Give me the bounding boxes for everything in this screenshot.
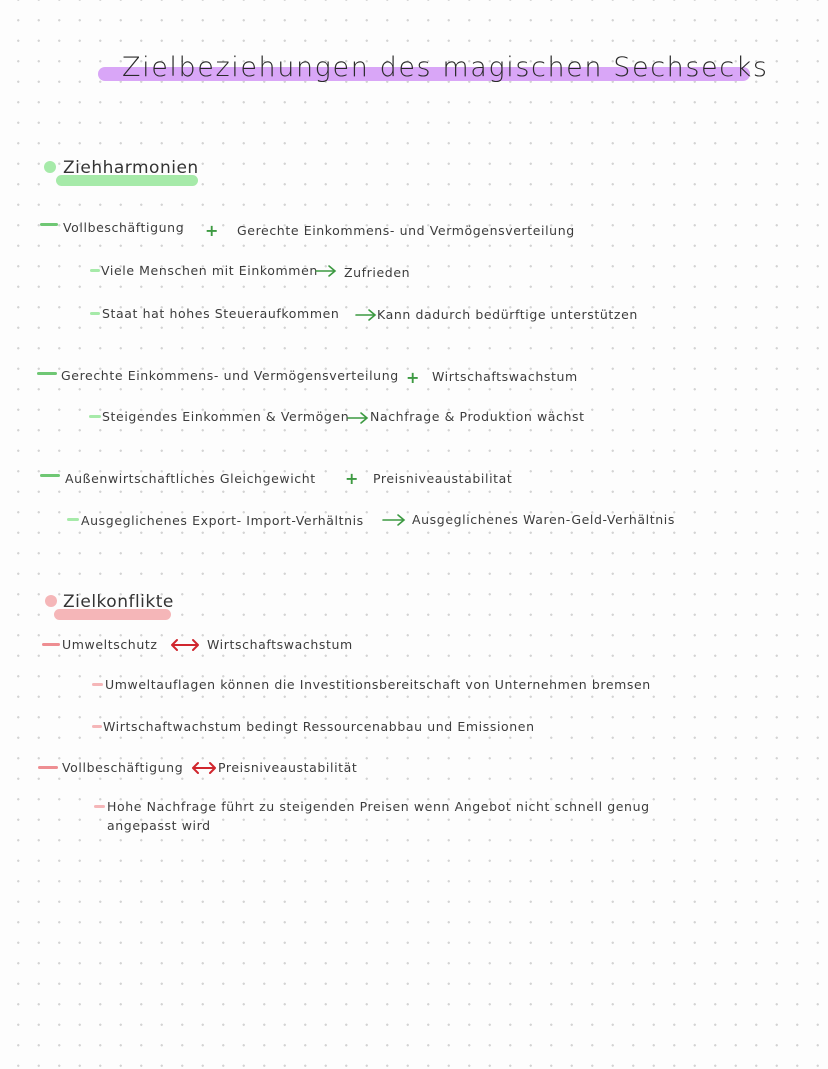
- green-arrow-icon: [382, 514, 406, 526]
- point-marker: [67, 518, 79, 521]
- red-double-arrow-icon: [190, 761, 218, 775]
- harmony-pair-2-plus: +: [406, 368, 420, 387]
- conflict-heading: Zielkonflikte: [63, 592, 174, 612]
- harmony-pair-1-point-2-effect: Kann dadurch bedürftige unterstützen: [377, 307, 638, 322]
- point-marker: [94, 805, 105, 808]
- conflict-pair-2-right: Preisniveaustabilität: [218, 760, 358, 775]
- conflict-pair-1-left: Umweltschutz: [62, 637, 158, 652]
- harmony-pair-3-point-1-effect: Ausgeglichenes Waren-Geld-Verhältnis: [412, 512, 675, 527]
- page-title: Zielbeziehungen des magischen Sechsecks: [122, 52, 769, 83]
- harmony-pair-marker: [40, 223, 58, 226]
- conflict-pair-2-point-1-continued: angepasst wird: [107, 818, 211, 833]
- harmony-pair-3-plus: +: [345, 469, 359, 488]
- harmony-pair-marker: [40, 474, 60, 477]
- harmony-pair-1-plus: +: [205, 221, 219, 240]
- harmony-pair-2-point-1-cause: Steigendes Einkommen & Vermögen: [102, 409, 350, 424]
- conflict-pair-2-left: Vollbeschäftigung: [62, 760, 184, 775]
- conflict-pair-2-point-1: Hohe Nachfrage führt zu steigenden Preisen wenn Angebot nicht schnell genug: [107, 799, 650, 814]
- harmony-pair-2-left: Gerechte Einkommens- und Vermögensverteilung: [61, 368, 399, 383]
- point-marker: [92, 683, 103, 686]
- harmony-pair-3-point-1-cause: Ausgeglichenes Export- Import-Verhältnis: [81, 513, 364, 528]
- conflict-pair-1-right: Wirtschaftswachstum: [207, 637, 353, 652]
- harmony-pair-1-left: Vollbeschäftigung: [63, 220, 185, 235]
- harmony-pair-3-right: Preisniveaustabilitat: [373, 471, 513, 486]
- harmony-pair-3-left: Außenwirtschaftliches Gleichgewicht: [65, 471, 316, 486]
- harmony-pair-1-point-2-cause: Staat hat hohes Steueraufkommen: [102, 306, 340, 321]
- red-double-arrow-icon: [169, 638, 201, 652]
- harmony-pair-1-point-1-effect: Zufrieden: [344, 265, 411, 280]
- green-arrow-icon: [355, 309, 377, 321]
- harmony-pair-marker: [37, 372, 57, 375]
- harmony-pair-1-point-1-cause: Viele Menschen mit Einkommen: [101, 263, 318, 278]
- point-marker: [92, 725, 102, 728]
- conflict-pair-1-point-1: Umweltauflagen können die Investitionsbereitschaft von Unternehmen bremsen: [105, 677, 651, 692]
- conflict-bullet-dot: [45, 595, 57, 607]
- harmony-pair-2-point-1-effect: Nachfrage & Produktion wächst: [370, 409, 585, 424]
- harmony-bullet-dot: [44, 161, 56, 173]
- harmony-pair-1-right: Gerechte Einkommens- und Vermögensverteilung: [237, 223, 575, 238]
- point-marker: [90, 312, 100, 315]
- green-arrow-icon: [315, 265, 337, 277]
- green-arrow-icon: [347, 412, 369, 424]
- conflict-pair-1-point-2: Wirtschaftwachstum bedingt Ressourcenabbau und Emissionen: [103, 719, 535, 734]
- point-marker: [90, 269, 100, 272]
- harmony-pair-2-right: Wirtschaftswachstum: [432, 369, 578, 384]
- conflict-pair-marker: [38, 766, 58, 769]
- harmony-heading: Ziehharmonien: [63, 158, 199, 178]
- conflict-pair-marker: [42, 643, 60, 646]
- point-marker: [89, 415, 101, 418]
